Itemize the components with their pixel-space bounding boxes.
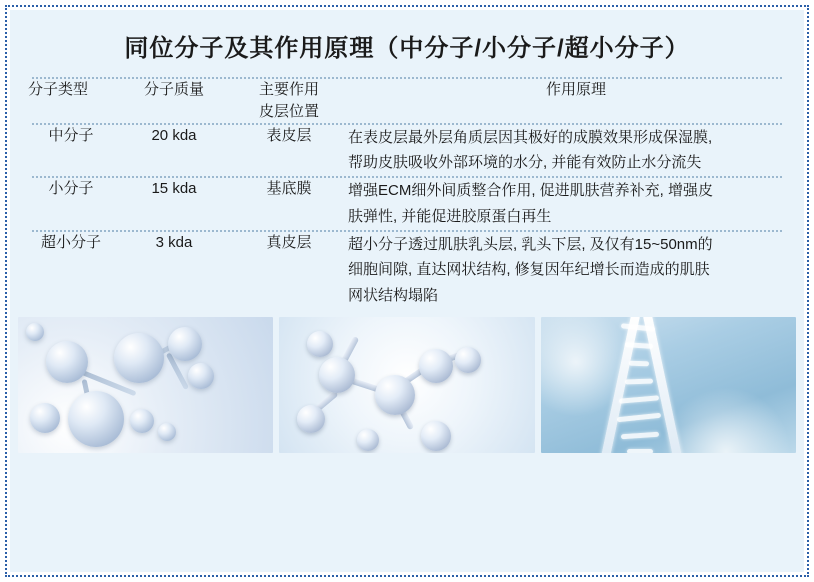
- column-header-layer-line1: 主要作用: [258, 81, 319, 98]
- dna-rung: [621, 432, 659, 440]
- principle-line-1: 增强ECM细外间质整合作用, 促进肌肤营养补充, 增强皮: [348, 182, 714, 200]
- column-header-layer: [230, 79, 348, 123]
- column-header-layer-line2: 皮层位置: [258, 102, 319, 120]
- table-header-row: [10, 79, 804, 123]
- cell-type: 中分子: [48, 126, 94, 144]
- dna-rung: [617, 413, 661, 423]
- dna-rung: [619, 395, 659, 403]
- sphere: [46, 341, 88, 383]
- cell-principle: [348, 178, 804, 230]
- table-row: [10, 178, 804, 230]
- principle-line-3: 网状结构塌陷: [348, 287, 439, 305]
- table-row: [10, 232, 804, 309]
- cell-mass: 15 kda: [151, 180, 197, 198]
- sphere: [68, 391, 124, 447]
- atom: [357, 429, 379, 451]
- sphere: [158, 423, 176, 441]
- column-header-mass: 分子质量: [143, 81, 204, 98]
- principle-line-2: 肤弹性, 并能促进胶原蛋白再生: [348, 207, 552, 225]
- column-header-type: 分子类型: [28, 81, 89, 98]
- molecule-table: [10, 79, 804, 309]
- dna-rung: [629, 361, 649, 367]
- table-row: [10, 125, 804, 177]
- cell-principle: [348, 232, 804, 309]
- principle-line-1: 在表皮层最外层角质层因其极好的成膜效果形成保湿膜,: [348, 128, 713, 146]
- dna-rung: [627, 449, 653, 453]
- cell-layer: 真皮层: [266, 233, 312, 251]
- table-header: [10, 79, 804, 123]
- sphere: [188, 363, 214, 389]
- cell-layer: 基底膜: [266, 180, 312, 198]
- cell-principle: [348, 125, 804, 177]
- atom: [421, 421, 451, 451]
- principle-line-1: 超小分子透过肌肤乳头层, 乳头下层, 及仅有15~50nm的: [348, 235, 713, 253]
- cell-layer: 表皮层: [266, 126, 312, 144]
- cell-mass: 3 kda: [155, 233, 193, 251]
- page-title: 同位分子及其作用原理（中分子/小分子/超小分子）: [124, 35, 690, 62]
- molecule-spheres-photo: [18, 317, 273, 453]
- atom: [319, 357, 355, 393]
- cell-mass: 20 kda: [151, 126, 197, 144]
- cell-type: 超小分子: [40, 233, 101, 251]
- atom: [419, 349, 453, 383]
- column-header-principle: 作用原理: [545, 81, 606, 98]
- light-glow: [661, 387, 791, 453]
- sphere: [114, 333, 164, 383]
- dna-helix-photo: [541, 317, 796, 453]
- principle-line-2: 细胞间隙, 直达网状结构, 修复因年纪增长而造成的肌肤: [348, 261, 710, 279]
- principle-line-2: 帮助皮肤吸收外部环境的水分, 并能有效防止水分流失: [348, 154, 702, 172]
- molecular-model-photo: [279, 317, 534, 453]
- cell-type: 小分子: [48, 180, 94, 198]
- sphere: [26, 323, 44, 341]
- sphere: [30, 403, 60, 433]
- dna-rung: [625, 379, 653, 385]
- table-body: [10, 123, 804, 310]
- sphere: [168, 327, 202, 361]
- atom: [455, 347, 481, 373]
- info-card: [10, 10, 804, 572]
- atom: [307, 331, 333, 357]
- atom: [375, 375, 415, 415]
- image-strip: [10, 309, 804, 461]
- atom: [297, 405, 325, 433]
- sphere: [130, 409, 154, 433]
